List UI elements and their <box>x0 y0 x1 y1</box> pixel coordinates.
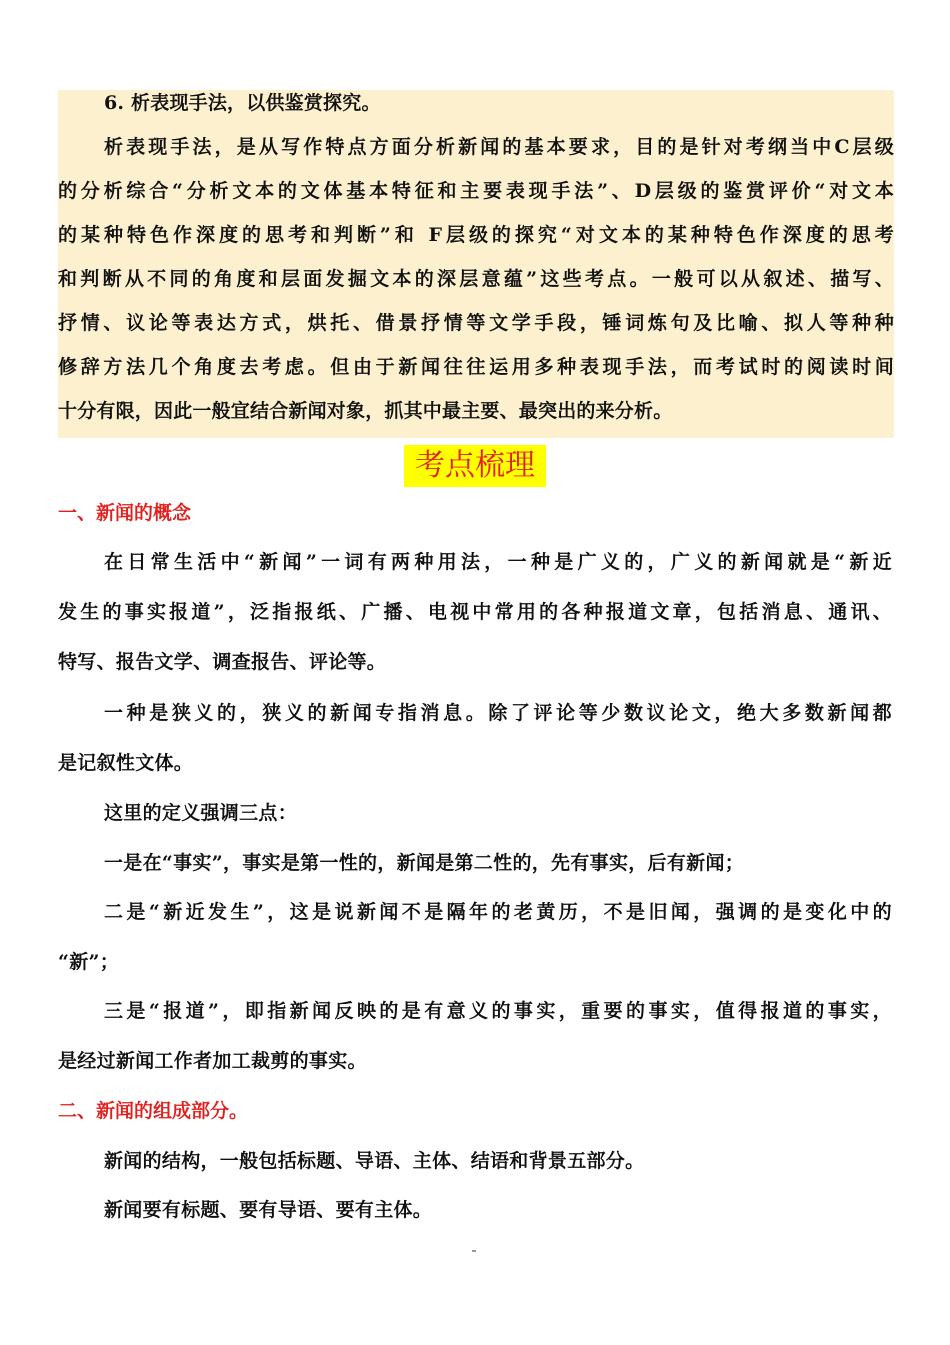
paragraph-line: 新闻的结构，一般包括标题、导语、主体、结语和背景五部分。 <box>104 1150 645 1172</box>
page-mark <box>472 1250 476 1252</box>
paragraph-line: 特写、报告文学、调查报告、评论等。 <box>58 651 387 673</box>
paragraph-line: 和判断从不同的角度和层面发掘文本的深层意蕴”这些考点。一般可以从叙述、描写、 <box>58 268 894 290</box>
subheading-6: 6. 析表现手法，以供鉴赏探究。 <box>104 92 381 114</box>
paragraph-line: 抒情、议论等表达方式，烘托、借景抒情等文学手段，锤词炼句及比喻、拟人等种种 <box>58 312 894 334</box>
section-title: 考点梳理 <box>404 445 546 487</box>
section-heading-2: 二、新闻的组成部分。 <box>58 1100 249 1122</box>
paragraph-line: 的分析综合“分析文本的文体基本特征和主要表现手法”、D层级的鉴赏评价“对文本 <box>58 180 894 202</box>
paragraph-line: 这里的定义强调三点： <box>104 802 298 824</box>
paragraph-line: 是记叙性文体。 <box>58 752 194 774</box>
paragraph-line: 在日常生活中“新闻”一词有两种用法，一种是广义的，广义的新闻就是“新近 <box>104 551 892 573</box>
paragraph-line: 析表现手法，是从写作特点方面分析新闻的基本要求，目的是针对考纲当中C层级 <box>104 136 894 158</box>
paragraph-line: 三是“报道”，即指新闻反映的是有意义的事实，重要的事实，值得报道的事实， <box>104 1000 892 1022</box>
paragraph-line: 十分有限，因此一般宜结合新闻对象，抓其中最主要、最突出的来分析。 <box>58 400 673 422</box>
paragraph-line: 的某种特色作深度的思考和判断”和 F层级的探究“对文本的某种特色作深度的思考 <box>58 224 894 246</box>
paragraph-line: 发生的事实报道”，泛指报纸、广播、电视中常用的各种报道文章，包括消息、通讯、 <box>58 601 892 623</box>
paragraph-line: 新闻要有标题、要有导语、要有主体。 <box>104 1199 433 1221</box>
paragraph-line: “新”； <box>58 951 120 973</box>
paragraph-line: 二是“新近发生”，这是说新闻不是隔年的老黄历，不是旧闻，强调的是变化中的 <box>104 901 892 923</box>
paragraph-line: 是经过新闻工作者加工裁剪的事实。 <box>58 1050 367 1072</box>
paragraph-line: 一种是狭义的，狭义的新闻专指消息。除了评论等少数议论文，绝大多数新闻都 <box>104 702 892 724</box>
paragraph-line: 一是在“事实”，事实是第一性的，新闻是第二性的，先有事实，后有新闻； <box>104 852 745 874</box>
section-heading-1: 一、新闻的概念 <box>58 502 192 524</box>
paragraph-line: 修辞方法几个角度去考虑。但由于新闻往往运用多种表现手法，而考试时的阅读时间 <box>58 356 894 378</box>
